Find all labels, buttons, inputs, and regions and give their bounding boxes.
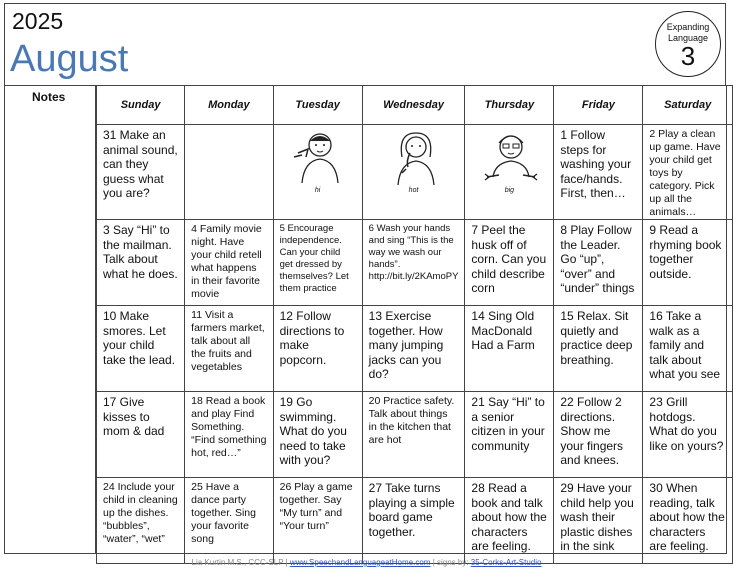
week-row-4 (97, 392, 733, 478)
activity-text: 5 Encourage independence. Can your child get dressed by themselves? Let them practice (279, 223, 349, 294)
activity-text: 27 Take turns playing a simple board game together. (368, 481, 455, 539)
day-cell (273, 392, 362, 478)
activity-text: 2 Play a clean up game. Have your child get toys by category. Pick up all the animals… (649, 128, 721, 218)
level-badge (655, 11, 721, 77)
activity-text: 13 Exercise together. How many jumping jacks can you do? (368, 309, 444, 381)
day-cell (362, 125, 465, 220)
month-title: August (10, 38, 129, 80)
day-cell (273, 220, 362, 306)
footer-site-link[interactable]: www.SpeechandLanguageatHome.com (289, 558, 431, 567)
activity-text: 23 Grill hotdogs. What do you like on yours? (649, 395, 724, 453)
notes-column (4, 85, 96, 554)
activity-text: 24 Include your child in cleaning up the dishes. “bubbles”, “water”, “wet” (103, 481, 178, 545)
day-header-sunday: Sunday (97, 86, 185, 125)
day-header-saturday: Saturday (643, 86, 733, 125)
activity-text: 19 Go swimming. What do you need to take with you? (279, 395, 347, 467)
activity-text: 28 Read a book and talk about how the characters are feeling. (471, 481, 547, 553)
day-cell (465, 306, 554, 392)
day-cell (362, 478, 465, 564)
footer-signs-link[interactable]: 35-Corks-Art-Studio (470, 558, 542, 567)
activity-text: 17 Give kisses to mom & dad (103, 395, 165, 438)
day-cell (185, 306, 273, 392)
day-cell (273, 125, 362, 220)
activity-text: 7 Peel the husk off of corn. Can you child describe corn (471, 223, 547, 295)
activity-text: 9 Read a rhyming book together outside. (649, 223, 722, 281)
day-cell (97, 306, 185, 392)
footer (0, 558, 733, 567)
day-cell (273, 306, 362, 392)
day-cell (97, 220, 185, 306)
day-cell (97, 125, 185, 220)
day-cell (362, 306, 465, 392)
activity-text: 6 Wash your hands and sing “This is the way we wash our hands”. http://bit.ly/2KAmoPY (368, 223, 459, 282)
day-cell (643, 306, 733, 392)
footer-signs-prefix: | signs by: (430, 558, 471, 567)
day-header-friday: Friday (554, 86, 643, 125)
day-cell (362, 392, 465, 478)
activity-text: 12 Follow directions to make popcorn. (279, 309, 345, 367)
day-cell (465, 392, 554, 478)
activity-text: 26 Play a game together. Say “My turn” and “Your turn” (279, 481, 353, 532)
badge-number: 3 (680, 41, 696, 71)
day-cell (554, 125, 643, 220)
day-cell (362, 220, 465, 306)
weekday-header-row (97, 86, 733, 125)
calendar-grid (96, 85, 733, 564)
activity-text: 30 When reading, talk about how the characters are feeling. (649, 481, 725, 553)
activity-text: 25 Have a dance party together. Sing your favorite song (191, 481, 256, 545)
activity-text: 15 Relax. Sit quietly and practice deep breathing. (560, 309, 633, 367)
day-cell (185, 392, 273, 478)
day-cell (465, 220, 554, 306)
day-cell-empty (185, 125, 273, 220)
activity-text: 22 Follow 2 directions. Show me your fingers and knees. (560, 395, 624, 467)
sign-hot-illustration (384, 127, 444, 189)
day-cell (185, 478, 273, 564)
activity-text: 21 Say “Hi” to a senior citizen in your community (471, 395, 545, 453)
day-header-monday: Monday (185, 86, 273, 125)
sign-hi-illustration (288, 127, 348, 189)
activity-text: 18 Read a book and play Find Something. “Find something hot, red…” (191, 395, 267, 459)
sign-caption: hi (314, 187, 321, 194)
activity-text: 11 Visit a farmers market, talk about all the fruits and vegetables (191, 309, 265, 373)
day-cell (554, 306, 643, 392)
day-header-thursday: Thursday (465, 86, 554, 125)
day-cell (643, 125, 733, 220)
activity-text: 14 Sing Old MacDonald Had a Farm (471, 309, 535, 352)
day-cell (465, 478, 554, 564)
day-cell (97, 478, 185, 564)
activity-text: 10 Make smores. Let your child take the lead. (103, 309, 176, 367)
sign-caption: hot (408, 187, 419, 194)
day-cell (554, 392, 643, 478)
badge-line2: Language (667, 33, 709, 43)
sign-caption: big (504, 187, 515, 194)
week-row-5 (97, 478, 733, 564)
day-cell (97, 392, 185, 478)
day-cell (554, 220, 643, 306)
activity-text: 16 Take a walk as a family and talk about what you see (649, 309, 721, 381)
activity-text: 31 Make an animal sound, can they guess what you are? (103, 128, 178, 200)
activity-text: 3 Say “Hi” to the mailman. Talk about what he does. (103, 223, 178, 281)
week-row-2 (97, 220, 733, 306)
activity-text: 29 Have your child help you wash their plastic dishes in the sink (560, 481, 634, 553)
activity-text: 1 Follow steps for washing your face/hands. First, then… (560, 128, 632, 200)
activity-text: 4 Family movie night. Have your child retell what happens in their favorite movie (191, 223, 262, 300)
sign-big-illustration (479, 127, 539, 189)
week-row-3 (97, 306, 733, 392)
badge-line1: Expanding (666, 22, 710, 32)
footer-author: Lia Kurtin M.S., CCC-SLP | (191, 558, 290, 567)
activity-text: 8 Play Follow the Leader. Go “up”, “over” and “under” things (560, 223, 635, 295)
activity-text: 20 Practice safety. Talk about things in the kitchen that are hot (368, 395, 455, 446)
day-cell (273, 478, 362, 564)
notes-label: Notes (32, 90, 66, 104)
year-label: 2025 (12, 8, 64, 34)
day-cell (643, 392, 733, 478)
day-cell (643, 478, 733, 564)
week-row-1 (97, 125, 733, 220)
day-cell (185, 220, 273, 306)
day-header-wednesday: Wednesday (362, 86, 465, 125)
day-cell (465, 125, 554, 220)
day-cell (554, 478, 643, 564)
day-cell (643, 220, 733, 306)
day-header-tuesday: Tuesday (273, 86, 362, 125)
